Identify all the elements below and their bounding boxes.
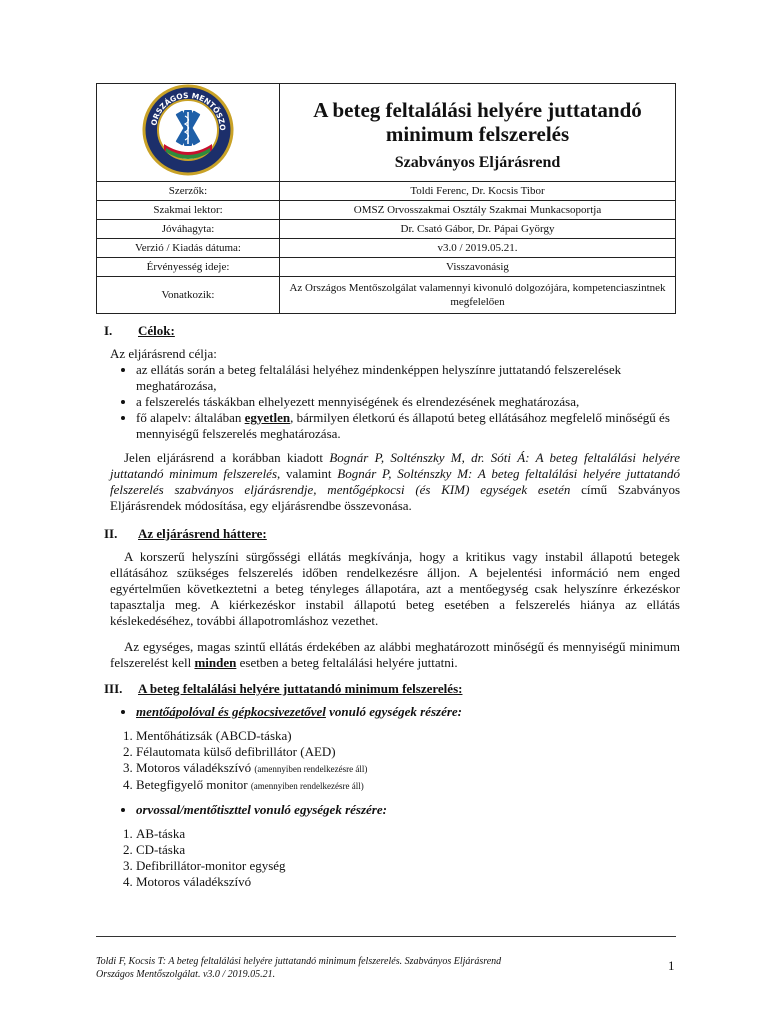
emphasis-every: minden (194, 655, 237, 670)
section-1-paragraph: Jelen eljárásrend a korábban kiadott Bognár P, Solténszky M, dr. Sóti Á: A beteg feltalálási helyére juttatandó minimum felszerelés, valamint Bognár P, Solténszky M: A beteg feltalálási helyére juttatandó felszerelés szabványos eljárásrendje, mentőgépkocsi (és KIM) egységek esetén című Szabványos Eljárásrendek módosítása, egy eljárásrendbe összevonása. (110, 450, 681, 513)
page-number: 1 (668, 958, 675, 973)
list-item: • az ellátás során a beteg feltalálási helyéhez mindenképpen helyszínre juttatandó felszerelések meghatározása, (136, 362, 680, 394)
meta-label: Érvényesség ideje: (97, 258, 280, 277)
omsz-logo-icon (142, 84, 234, 176)
document-header-table (96, 83, 676, 314)
list-item: 4. Betegfigyelő monitor (amennyiben rendelkezésre áll) (136, 777, 680, 794)
section-title: Az eljárásrend háttere: (138, 526, 267, 541)
logo-cell (97, 84, 280, 182)
meta-label: Verzió / Kiadás dátuma: (97, 239, 280, 258)
section-1-heading (104, 323, 175, 339)
footer-citation (96, 955, 501, 981)
meta-label: Szakmai lektor: (97, 201, 280, 220)
document-subtitle: Szabványos Eljárásrend (394, 154, 561, 171)
group-2-equipment-list (110, 826, 680, 890)
meta-value: Dr. Csató Gábor, Dr. Pápai György (280, 220, 676, 239)
title-cell (280, 84, 676, 182)
section-number: I. (104, 323, 113, 338)
meta-row-approved (97, 220, 676, 239)
svg-text:ORSZÁGOS MENTŐSZOLGÁLAT: ORSZÁGOS MENTŐSZO (149, 90, 228, 131)
meta-value: Toldi Ferenc, Dr. Kocsis Tibor (280, 182, 676, 201)
footer-divider (96, 936, 676, 937)
emphasis-single: egyetlen (244, 410, 291, 425)
meta-row-scope (97, 277, 676, 314)
meta-row-authors (97, 182, 676, 201)
list-item: 4. Motoros váladékszívó (136, 874, 680, 890)
section-title: Célok: (138, 323, 175, 338)
list-item: 1. AB-táska (136, 826, 680, 842)
meta-value: v3.0 / 2019.05.21. (280, 239, 676, 258)
meta-label: Szerzők: (97, 182, 280, 201)
group-1-heading: • mentőápolóval és gépkocsivezetővel vonuló egységek részére: (136, 704, 680, 720)
section-number: III. (104, 681, 123, 696)
list-item: 3. Motoros váladékszívó (amennyiben rendelkezésre áll) (136, 760, 680, 777)
list-item: 3. Defibrillátor-monitor egység (136, 858, 680, 874)
document-title: A beteg feltalálási helyére juttatandó minimum felszerelés (313, 98, 642, 146)
group-1-list (110, 704, 680, 720)
list-item: 2. Félautomata külső defibrillátor (AED) (136, 744, 680, 760)
meta-value: OMSZ Orvosszakmai Osztály Szakmai Munkacsoportja (280, 201, 676, 220)
section-3-heading (104, 681, 462, 697)
meta-row-version (97, 239, 676, 258)
group-2-list (110, 802, 680, 818)
group-1-equipment-list (110, 728, 680, 794)
footer-line-1: Toldi F, Kocsis T: A beteg feltalálási helyére juttatandó minimum felszerelés. Szabványos Eljárásrend (96, 956, 502, 967)
list-item: 1. Mentőhátizsák (ABCD-táska) (136, 728, 680, 744)
section-1-body (110, 346, 680, 514)
meta-label: Vonatkozik: (97, 277, 280, 314)
meta-row-reviewer (97, 201, 676, 220)
meta-value: Visszavonásig (280, 258, 676, 277)
group-2-heading: • orvossal/mentőtiszttel vonuló egységek részére: (136, 802, 680, 818)
list-item: • a felszerelés táskákban elhelyezett mennyiségének és elrendezésének meghatározása, (136, 394, 680, 410)
meta-label: Jóváhagyta: (97, 220, 280, 239)
section-2-paragraph-1: A korszerű helyszíni sürgősségi ellátás megkívánja, hogy a kritikus vagy instabil állapotú betegek ellátásához szükséges felszerelés időben rendelkezésre álljon. A bejelentési információ nem enged egyértelműen következtetni a beteg tényleges állapotára, azt a mentőegység csak helyszínre érkezéskor tapasztalja meg. A kiérkezéskor instabil állapotú beteg esetében a felszerelés hiánya az ellátás késlekedéséhez, további állapotromláshoz vezethet. (110, 549, 680, 628)
list-item: 2. CD-táska (136, 842, 680, 858)
section-2-heading (104, 526, 267, 542)
section-2-paragraph-2: Az egységes, magas szintű ellátás érdekében az alábbi meghatározott minőségű és mennyiségű minimum felszerelést kell minden esetben a beteg feltalálási helyére juttatni. (110, 639, 680, 670)
meta-row-validity (97, 258, 676, 277)
section-3-body (110, 704, 680, 890)
footer-line-2: Országos Mentőszolgálat. v3.0 / 2019.05.21. (96, 969, 276, 980)
section-title: A beteg feltalálási helyére juttatandó minimum felszerelés: (138, 681, 463, 696)
section-1-intro: Az eljárásrend célja: (110, 346, 217, 361)
goals-list (110, 362, 680, 442)
section-number: II. (104, 526, 118, 541)
meta-value: Az Országos Mentőszolgálat valamennyi kivonuló dolgozójára, kompetenciaszintnek megfelelően (280, 277, 676, 314)
list-item: • fő alapelv: általában egyetlen, bármilyen életkorú és állapotú beteg ellátásához megfelelő minőségű és mennyiségű felszerelés meghatározása. (136, 410, 680, 442)
section-2-body (110, 549, 680, 671)
